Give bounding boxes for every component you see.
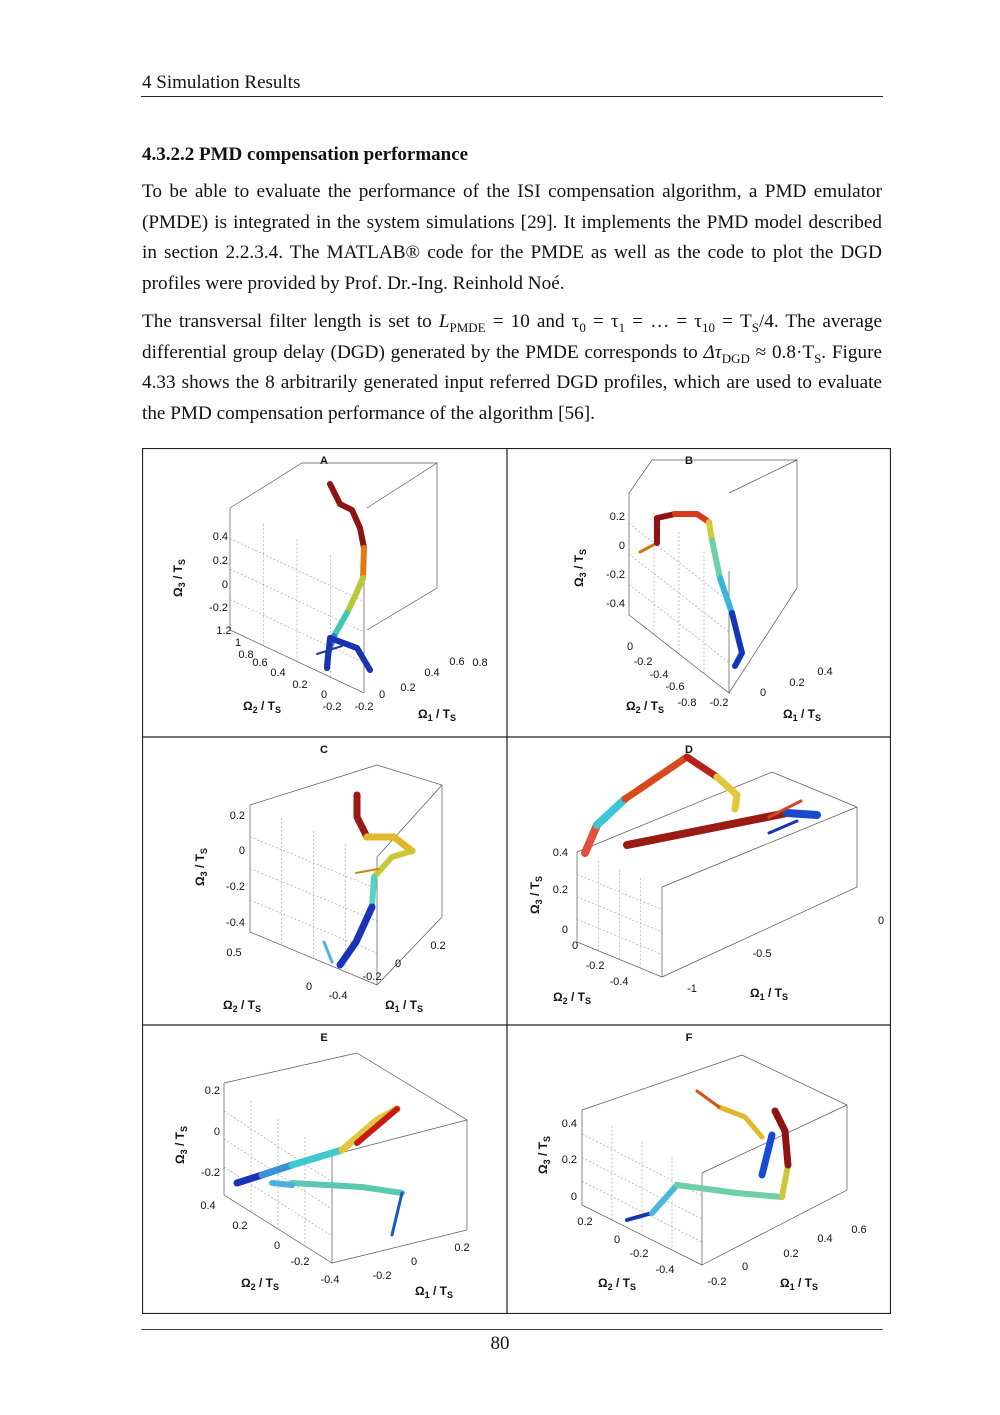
panel-d-title: D bbox=[685, 744, 693, 756]
x-tick-label: 0 bbox=[759, 687, 767, 699]
dgd-segment bbox=[340, 907, 372, 965]
y-axis-label bbox=[598, 1276, 636, 1292]
dgd-segment bbox=[367, 837, 412, 851]
paragraph-2: The transversal filter length is set to $L_{PMDE} = 10$ and $\tau_0 = \tau_1$ = … = $\tau_{10} = T_S/4$. The average differential group delay (DGD) generated by the PMDE corresponds to $\Delta\tau_{DGD} \approx 0.8\cdot T_S$. Figure 4.33 shows the 8 arbitrarily generated input referred DGD profiles, which are used to evaluate the PMD compensation performance of the algorithm [56]. bbox=[142, 311, 882, 424]
z-tick-label: -0.4 bbox=[606, 598, 625, 610]
dgd-segment bbox=[769, 821, 797, 833]
y-tick-label: 1 bbox=[234, 637, 242, 649]
dgd-segment bbox=[357, 1109, 397, 1143]
dgd-segment bbox=[334, 613, 347, 636]
y-tick-label: 0 bbox=[273, 1240, 281, 1252]
dgd-segment bbox=[687, 757, 717, 777]
z-tick-label: -0.2 bbox=[226, 881, 245, 893]
panel-a-title: A bbox=[320, 455, 328, 467]
x-tick-label: 0 bbox=[877, 915, 885, 927]
y-axis-label bbox=[241, 1276, 279, 1292]
panel-f-dgd-profile bbox=[627, 1091, 788, 1220]
y-axis-label bbox=[223, 998, 261, 1014]
box-right-edges bbox=[367, 463, 437, 630]
dgd-segment bbox=[627, 1213, 652, 1220]
z-tick-label: 0.4 bbox=[561, 1118, 577, 1130]
y-tick-label: 0 bbox=[305, 981, 313, 993]
x-tick-label: 0.2 bbox=[454, 1242, 470, 1254]
x-tick-label: -0.5 bbox=[752, 948, 772, 960]
grid-line bbox=[224, 1139, 332, 1209]
y-tick-label: 0.8 bbox=[238, 649, 254, 661]
z-tick-label: -0.2 bbox=[209, 602, 228, 614]
running-header: 4 Simulation Results bbox=[142, 72, 301, 93]
z-axis-label bbox=[572, 549, 588, 587]
panel-c-grid bbox=[250, 818, 377, 972]
panel-a bbox=[171, 455, 488, 723]
dgd-segment bbox=[720, 578, 732, 613]
grid-line bbox=[577, 875, 662, 910]
z-axis-label-text: $\Omega_3 / T_S$ bbox=[536, 1136, 552, 1174]
y-tick-label: 0.6 bbox=[252, 657, 268, 669]
y-tick-label: -0.4 bbox=[320, 1274, 340, 1286]
y-tick-label: 0 bbox=[626, 641, 634, 653]
y-axis-label-text: $\Omega_2 / T_S$ bbox=[241, 1276, 279, 1292]
dgd-segment bbox=[585, 825, 597, 853]
panel-f bbox=[536, 1032, 867, 1292]
panels-layer bbox=[171, 455, 884, 1300]
z-tick-label: 0.4 bbox=[552, 847, 568, 859]
y-tick-label: 0.2 bbox=[577, 1216, 593, 1228]
panel-c-dgd-profile bbox=[324, 795, 412, 965]
z-tick-label: 0.2 bbox=[609, 511, 625, 523]
z-axis-label-text: $\Omega_3 / T_S$ bbox=[173, 1126, 189, 1164]
z-tick-label: 0 bbox=[221, 579, 228, 591]
section-heading: 4.3.2.2 PMD compensation performance bbox=[142, 144, 469, 165]
x-axis-label bbox=[418, 707, 456, 723]
panel-e bbox=[173, 1032, 470, 1300]
y-tick-label: -0.2 bbox=[633, 656, 653, 668]
y-tick-label: 1.2 bbox=[216, 625, 232, 637]
panel-c bbox=[193, 744, 446, 1014]
z-tick-label: 0.2 bbox=[552, 884, 568, 896]
y-tick-label: 0.4 bbox=[200, 1200, 216, 1212]
z-tick-label: 0 bbox=[238, 845, 245, 857]
x-tick-label: -0.2 bbox=[707, 1276, 727, 1288]
z-axis-label-text: $\Omega_3 / T_S$ bbox=[528, 876, 544, 914]
x-axis-label-text: $\Omega_1 / T_S$ bbox=[415, 1284, 453, 1300]
dgd-segment bbox=[652, 1185, 677, 1213]
footer-rule bbox=[141, 1329, 883, 1330]
x-axis-label-text: $\Omega_1 / T_S$ bbox=[418, 707, 456, 723]
z-tick-label: 0 bbox=[570, 1191, 577, 1203]
z-tick-label: -0.2 bbox=[201, 1167, 220, 1179]
x-tick-label: 0.4 bbox=[817, 666, 833, 678]
grid-line bbox=[577, 920, 662, 955]
y-axis-label bbox=[553, 990, 591, 1006]
x-axis-label-text: $\Omega_1 / T_S$ bbox=[783, 707, 821, 723]
x-tick-label: -0.4 bbox=[328, 990, 348, 1002]
y-axis-label-text: $\Omega_2 / T_S$ bbox=[598, 1276, 636, 1292]
dgd-segment bbox=[324, 942, 332, 962]
x-tick-label: 0.4 bbox=[424, 667, 440, 679]
x-tick-label: 0.2 bbox=[789, 677, 805, 689]
dgd-segment bbox=[762, 1135, 772, 1175]
x-tick-label: 0 bbox=[394, 958, 402, 970]
y-tick-label: -0.4 bbox=[655, 1264, 675, 1276]
x-axis-label bbox=[415, 1284, 453, 1300]
dgd-segment bbox=[347, 578, 363, 613]
box-top-edges bbox=[224, 1053, 467, 1155]
figure-dgd-profiles bbox=[142, 448, 891, 1314]
y-tick-label: 0.2 bbox=[292, 679, 308, 691]
dgd-segment bbox=[372, 877, 374, 907]
dgd-segment bbox=[597, 799, 625, 825]
z-tick-label: -0.2 bbox=[606, 569, 625, 581]
x-tick-label: 0.6 bbox=[449, 656, 465, 668]
dgd-segment bbox=[363, 548, 364, 578]
panel-d-grid bbox=[577, 861, 662, 969]
x-axis-label bbox=[783, 707, 821, 723]
x-tick-label: 0 bbox=[741, 1261, 749, 1273]
dgd-segment bbox=[719, 1107, 762, 1137]
x-tick-label: 0.2 bbox=[783, 1248, 799, 1260]
x-axis-label-text: $\Omega_1 / T_S$ bbox=[780, 1276, 818, 1292]
dgd-segment bbox=[330, 484, 364, 548]
z-tick-label: -0.4 bbox=[226, 917, 245, 929]
panel-f-box bbox=[582, 1055, 847, 1265]
dgd-segment bbox=[627, 813, 787, 845]
dgd-segment bbox=[262, 1165, 292, 1175]
dgd-segment bbox=[292, 1183, 402, 1193]
x-tick-label: -1 bbox=[687, 983, 697, 995]
y-tick-label: -0.2 bbox=[322, 701, 342, 713]
panel-f-title: F bbox=[685, 1032, 693, 1044]
y-tick-label: -0.4 bbox=[609, 976, 629, 988]
x-axis-label-text: $\Omega_1 / T_S$ bbox=[750, 986, 788, 1002]
y-axis-label-text: $\Omega_2 / T_S$ bbox=[626, 699, 664, 715]
panel-b-title: B bbox=[685, 455, 693, 467]
dgd-segment bbox=[272, 1183, 292, 1185]
panel-b bbox=[572, 455, 833, 723]
x-tick-label: 0.8 bbox=[472, 657, 488, 669]
x-tick-label: 0 bbox=[410, 1256, 418, 1268]
y-axis-label bbox=[243, 699, 281, 715]
x-tick-label: 0 bbox=[378, 689, 386, 701]
box-right-edges bbox=[377, 785, 442, 985]
y-axis-label bbox=[626, 699, 664, 715]
z-axis-label bbox=[171, 559, 187, 597]
panel-d-dgd-profile bbox=[585, 757, 817, 853]
x-tick-label: -0.2 bbox=[362, 971, 382, 983]
z-axis-label-text: $\Omega_3 / T_S$ bbox=[572, 549, 588, 587]
y-tick-label: 0.5 bbox=[226, 947, 242, 959]
panel-e-box bbox=[224, 1053, 470, 1263]
box-top-edges bbox=[582, 1055, 847, 1173]
figure-border bbox=[143, 449, 891, 1314]
y-tick-label: -0.8 bbox=[677, 697, 697, 709]
y-tick-label: -0.2 bbox=[290, 1256, 310, 1268]
y-tick-label: -0.2 bbox=[585, 960, 605, 972]
z-tick-label: 0 bbox=[618, 540, 625, 552]
x-axis-label bbox=[780, 1276, 818, 1292]
y-axis-label-text: $\Omega_2 / T_S$ bbox=[553, 990, 591, 1006]
z-axis-label bbox=[173, 1126, 189, 1164]
y-axis-label-text: $\Omega_2 / T_S$ bbox=[243, 699, 281, 715]
header-rule bbox=[141, 96, 883, 97]
z-axis-label bbox=[193, 848, 209, 886]
panel-d bbox=[528, 744, 884, 1006]
y-tick-label: -0.2 bbox=[629, 1248, 649, 1260]
dgd-segment bbox=[357, 795, 367, 837]
panel-e-title: E bbox=[320, 1032, 328, 1044]
z-tick-label: 0.2 bbox=[212, 555, 228, 567]
dgd-segment bbox=[392, 1193, 402, 1235]
dgd-segment bbox=[697, 1091, 719, 1107]
z-tick-label: 0 bbox=[213, 1126, 220, 1138]
x-axis-label-text: $\Omega_1 / T_S$ bbox=[385, 998, 423, 1014]
x-axis-label bbox=[750, 986, 788, 1002]
y-tick-label: -0.6 bbox=[665, 681, 685, 693]
z-tick-label: 0.2 bbox=[204, 1085, 220, 1097]
figure-canvas bbox=[142, 448, 891, 1314]
z-axis-label bbox=[528, 876, 544, 914]
z-tick-label: 0.4 bbox=[212, 531, 228, 543]
dgd-segment bbox=[675, 514, 709, 522]
y-axis-label-text: $\Omega_2 / T_S$ bbox=[223, 998, 261, 1014]
x-tick-label: -0.2 bbox=[372, 1270, 392, 1282]
x-tick-label: 0.2 bbox=[400, 682, 416, 694]
y-tick-label: 0 bbox=[320, 689, 328, 701]
y-tick-label: 0.4 bbox=[270, 667, 286, 679]
y-tick-label: -0.4 bbox=[649, 669, 669, 681]
z-axis-label-text: $\Omega_3 / T_S$ bbox=[193, 848, 209, 886]
z-tick-label: 0.2 bbox=[561, 1154, 577, 1166]
z-tick-label: 0.2 bbox=[229, 810, 245, 822]
z-axis-label bbox=[536, 1136, 552, 1174]
page-number: 80 bbox=[490, 1333, 510, 1354]
x-tick-label: 0.4 bbox=[817, 1233, 833, 1245]
dgd-segment bbox=[657, 514, 675, 543]
y-tick-label: 0 bbox=[571, 940, 579, 952]
y-tick-label: 0 bbox=[613, 1234, 621, 1246]
dgd-segment bbox=[782, 1165, 788, 1197]
box-top-edges bbox=[629, 460, 797, 493]
x-axis-label bbox=[385, 998, 423, 1014]
panel-b-dgd-profile bbox=[640, 514, 742, 666]
paragraph-1: To be able to evaluate the performance of the ISI compensation algorithm, a PMD emulator (PMDE) is integrated in the system simulations [29]. It implements the PMD model described in section 2.2.3.4. The MATLAB® code for the PMDE as well as the code to plot the DGD profiles were provided by Prof. Dr.-Ing. Reinhold Noé. bbox=[142, 181, 882, 294]
dgd-segment bbox=[732, 613, 742, 666]
panel-c-title: C bbox=[320, 744, 328, 756]
x-tick-label: -0.2 bbox=[709, 697, 729, 709]
dgd-segment bbox=[787, 813, 817, 815]
y-tick-label: 0.2 bbox=[232, 1220, 248, 1232]
x-tick-label: 0.6 bbox=[851, 1224, 867, 1236]
dgd-segment bbox=[374, 851, 412, 877]
x-tick-label: 0.2 bbox=[430, 940, 446, 952]
z-axis-label-text: $\Omega_3 / T_S$ bbox=[171, 559, 187, 597]
z-tick-label: 0 bbox=[561, 924, 568, 936]
x-tick-label: -0.2 bbox=[354, 701, 374, 713]
dgd-segment bbox=[712, 540, 720, 578]
dgd-segment bbox=[625, 757, 687, 799]
dgd-segment bbox=[292, 1150, 342, 1165]
panel-e-dgd-profile bbox=[237, 1109, 402, 1235]
dgd-segment bbox=[237, 1175, 262, 1183]
panel-a-dgd-profile bbox=[317, 484, 370, 670]
box-top-edges bbox=[250, 765, 442, 857]
